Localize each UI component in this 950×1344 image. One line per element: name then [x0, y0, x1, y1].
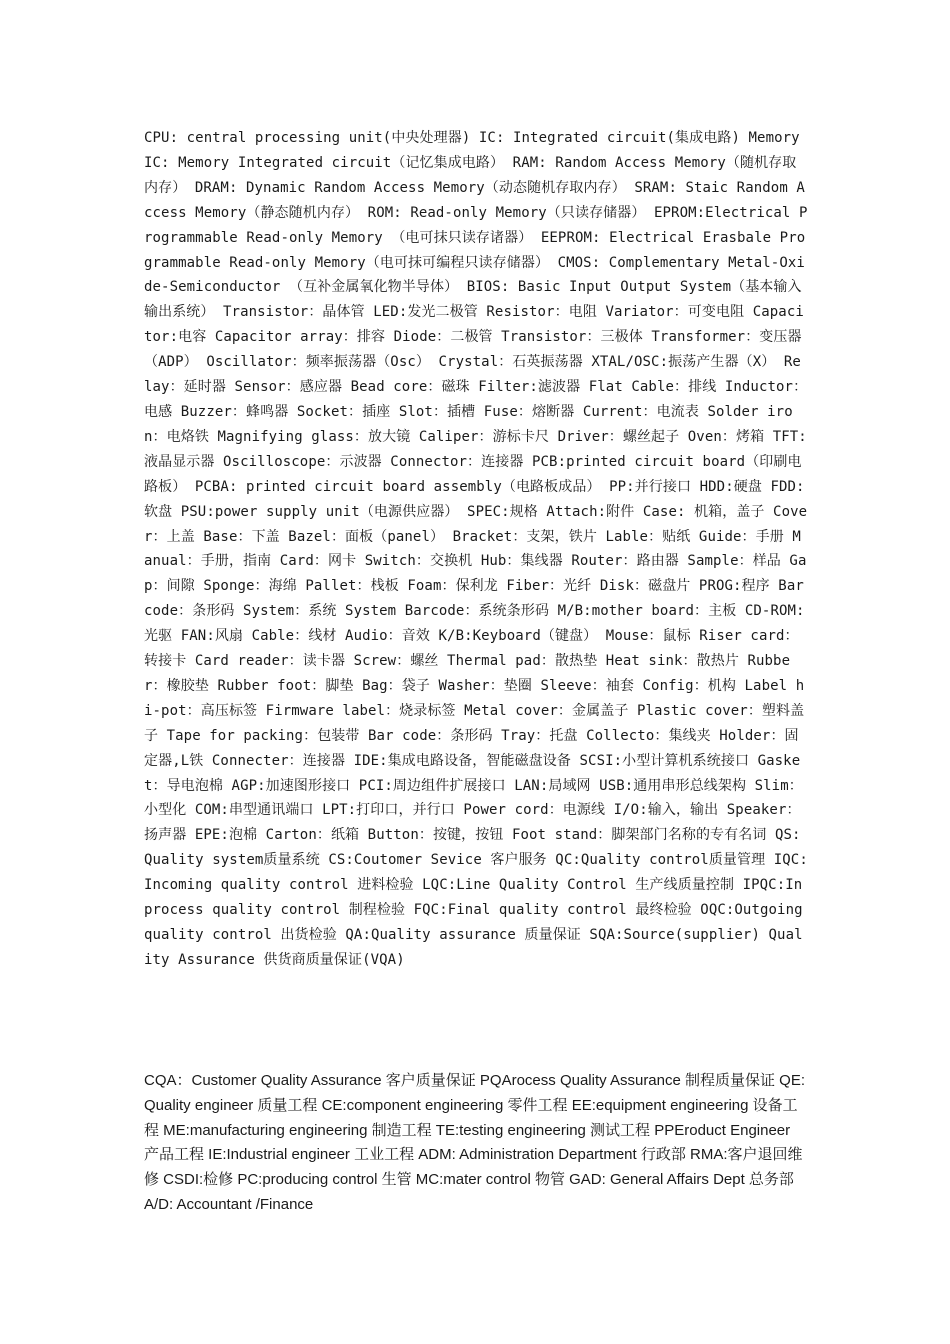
glossary-paragraph-computer-terms: CPU: central processing unit(中央处理器) IC: Integrated circuit(集成电路) Memory IC: Memory Integrated circuit（记忆集成电路） RAM: Random Access Memory（随机存取内存） DRAM: Dynamic Random Access Memory（动态随机存取内存） SRAM: Staic Random Access Memory（静态随机内存） ROM: Read-only Memory（只读存储器） EPROM:Electrical Programmable Read-only Memory （电可抹只读存诸器） EEPROM: Electrical Erasbale Programmable Read-only Memory（电可抹可编程只读存储器） CMOS: Complementary Metal-Oxide-Semiconductor （互补金属氧化物半导体） BIOS: Basic Input Output System（基本输入输出系统） Transistor：晶体管 LED:发光二极管 Resistor：电阻 Variator：可变电阻 Capacitor:电容 Capacitor array：排容 Diode：二极管 Transistor：三极体 Transformer：变压器（ADP） Oscillator：频率振荡器（Osc） Crystal：石英振荡器 XTAL/OSC:振荡产生器（X） Relay：延时器 Sensor：感应器 Bead core：磁珠 Filter:滤波器 Flat Cable：排线 Inductor：电感 Buzzer：蜂鸣器 Socket：插座 Slot：插槽 Fuse：熔断器 Current：电流表 Solder iron：电烙铁 Magnifying glass：放大镜 Caliper：游标卡尺 Driver：螺丝起子 Oven：烤箱 TFT:液晶显示器 Oscilloscope：示波器 Connector：连接器 PCB:printed circuit board（印刷电路板） PCBA: printed circuit board assembly（电路板成品） PP:并行接口 HDD:硬盘 FDD:软盘 PSU:power supply unit（电源供应器） SPEC:规格 Attach:附件 Case: 机箱，盖子 Cover：上盖 Base：下盖 Bazel：面板（panel） Bracket：支架，铁片 Lable：贴纸 Guide：手册 Manual：手册，指南 Card：网卡 Switch：交换机 Hub：集线器 Router：路由器 Sample：样品 Gap：间隙 Sponge：海绵 Pallet：栈板 Foam：保利龙 Fiber：光纤 Disk：磁盘片 PROG:程序 Barcode：条形码 System：系统 System Barcode：系统条形码 M/B:mother board：主板 CD-ROM:光驱 FAN:风扇 Cable：线材 Audio：音效 K/B:Keyboard（键盘） Mouse：鼠标 Riser card：转接卡 Card reader：读卡器 Screw：螺丝 Thermal pad：散热垫 Heat sink：散热片 Rubber：橡胶垫 Rubber foot：脚垫 Bag：袋子 Washer：垫圈 Sleeve：袖套 Config：机构 Label hi-pot：高压标签 Firmware label：烧录标签 Metal cover：金属盖子 Plastic cover：塑料盖子 Tape for packing：包装带 Bar code：条形码 Tray：托盘 Collecto：集线夹 Holder：固定器,L铁 Connecter：连接器 IDE:集成电路设备，智能磁盘设备 SCSI:小型计算机系统接口 Gasket：导电泡棉 AGP:加速图形接口 PCI:周边组件扩展接口 LAN:局域网 USB:通用串形总线架构 Slim：小型化 COM:串型通讯端口 LPT:打印口，并行口 Power cord：电源线 I/O:输入，输出 Speaker：扬声器 EPE:泡棉 Carton：纸箱 Button：按键，按钮 Foot stand：脚架部门名称的专有名词 QS:Quality system质量系统 CS:Coutomer Sevice 客户服务 QC:Quality control质量管理 IQC:Incoming quality control 进料检验 LQC:Line Quality Control 生产线质量控制 IPQC:In process quality control 制程检验 FQC:Final quality control 最终检验 OQC:Outgoing quality control 出货检验 QA:Quality assurance 质量保证 SQA:Source(supplier) Quality Assurance 供货商质量保证(VQA)	[144, 130, 808, 968]
glossary-paragraph-department-terms: CQA：Customer Quality Assurance 客户质量保证 PQArocess Quality Assurance 制程质量保证 QE:Quality engineer 质量工程 CE:component engineering 零件工程 EE:equipment engineering 设备工程 ME:manufacturing engineering 制造工程 TE:testing engineering 测试工程 PPEroduct Engineer 产品工程 IE:Industrial engineer 工业工程 ADM: Administration Department 行政部 RMA:客户退回维修 CSDI:检修 PC:producing control 生管 MC:mater control 物管 GAD: General Affairs Dept 总务部 A/D: Accountant /Finance	[144, 1072, 806, 1213]
